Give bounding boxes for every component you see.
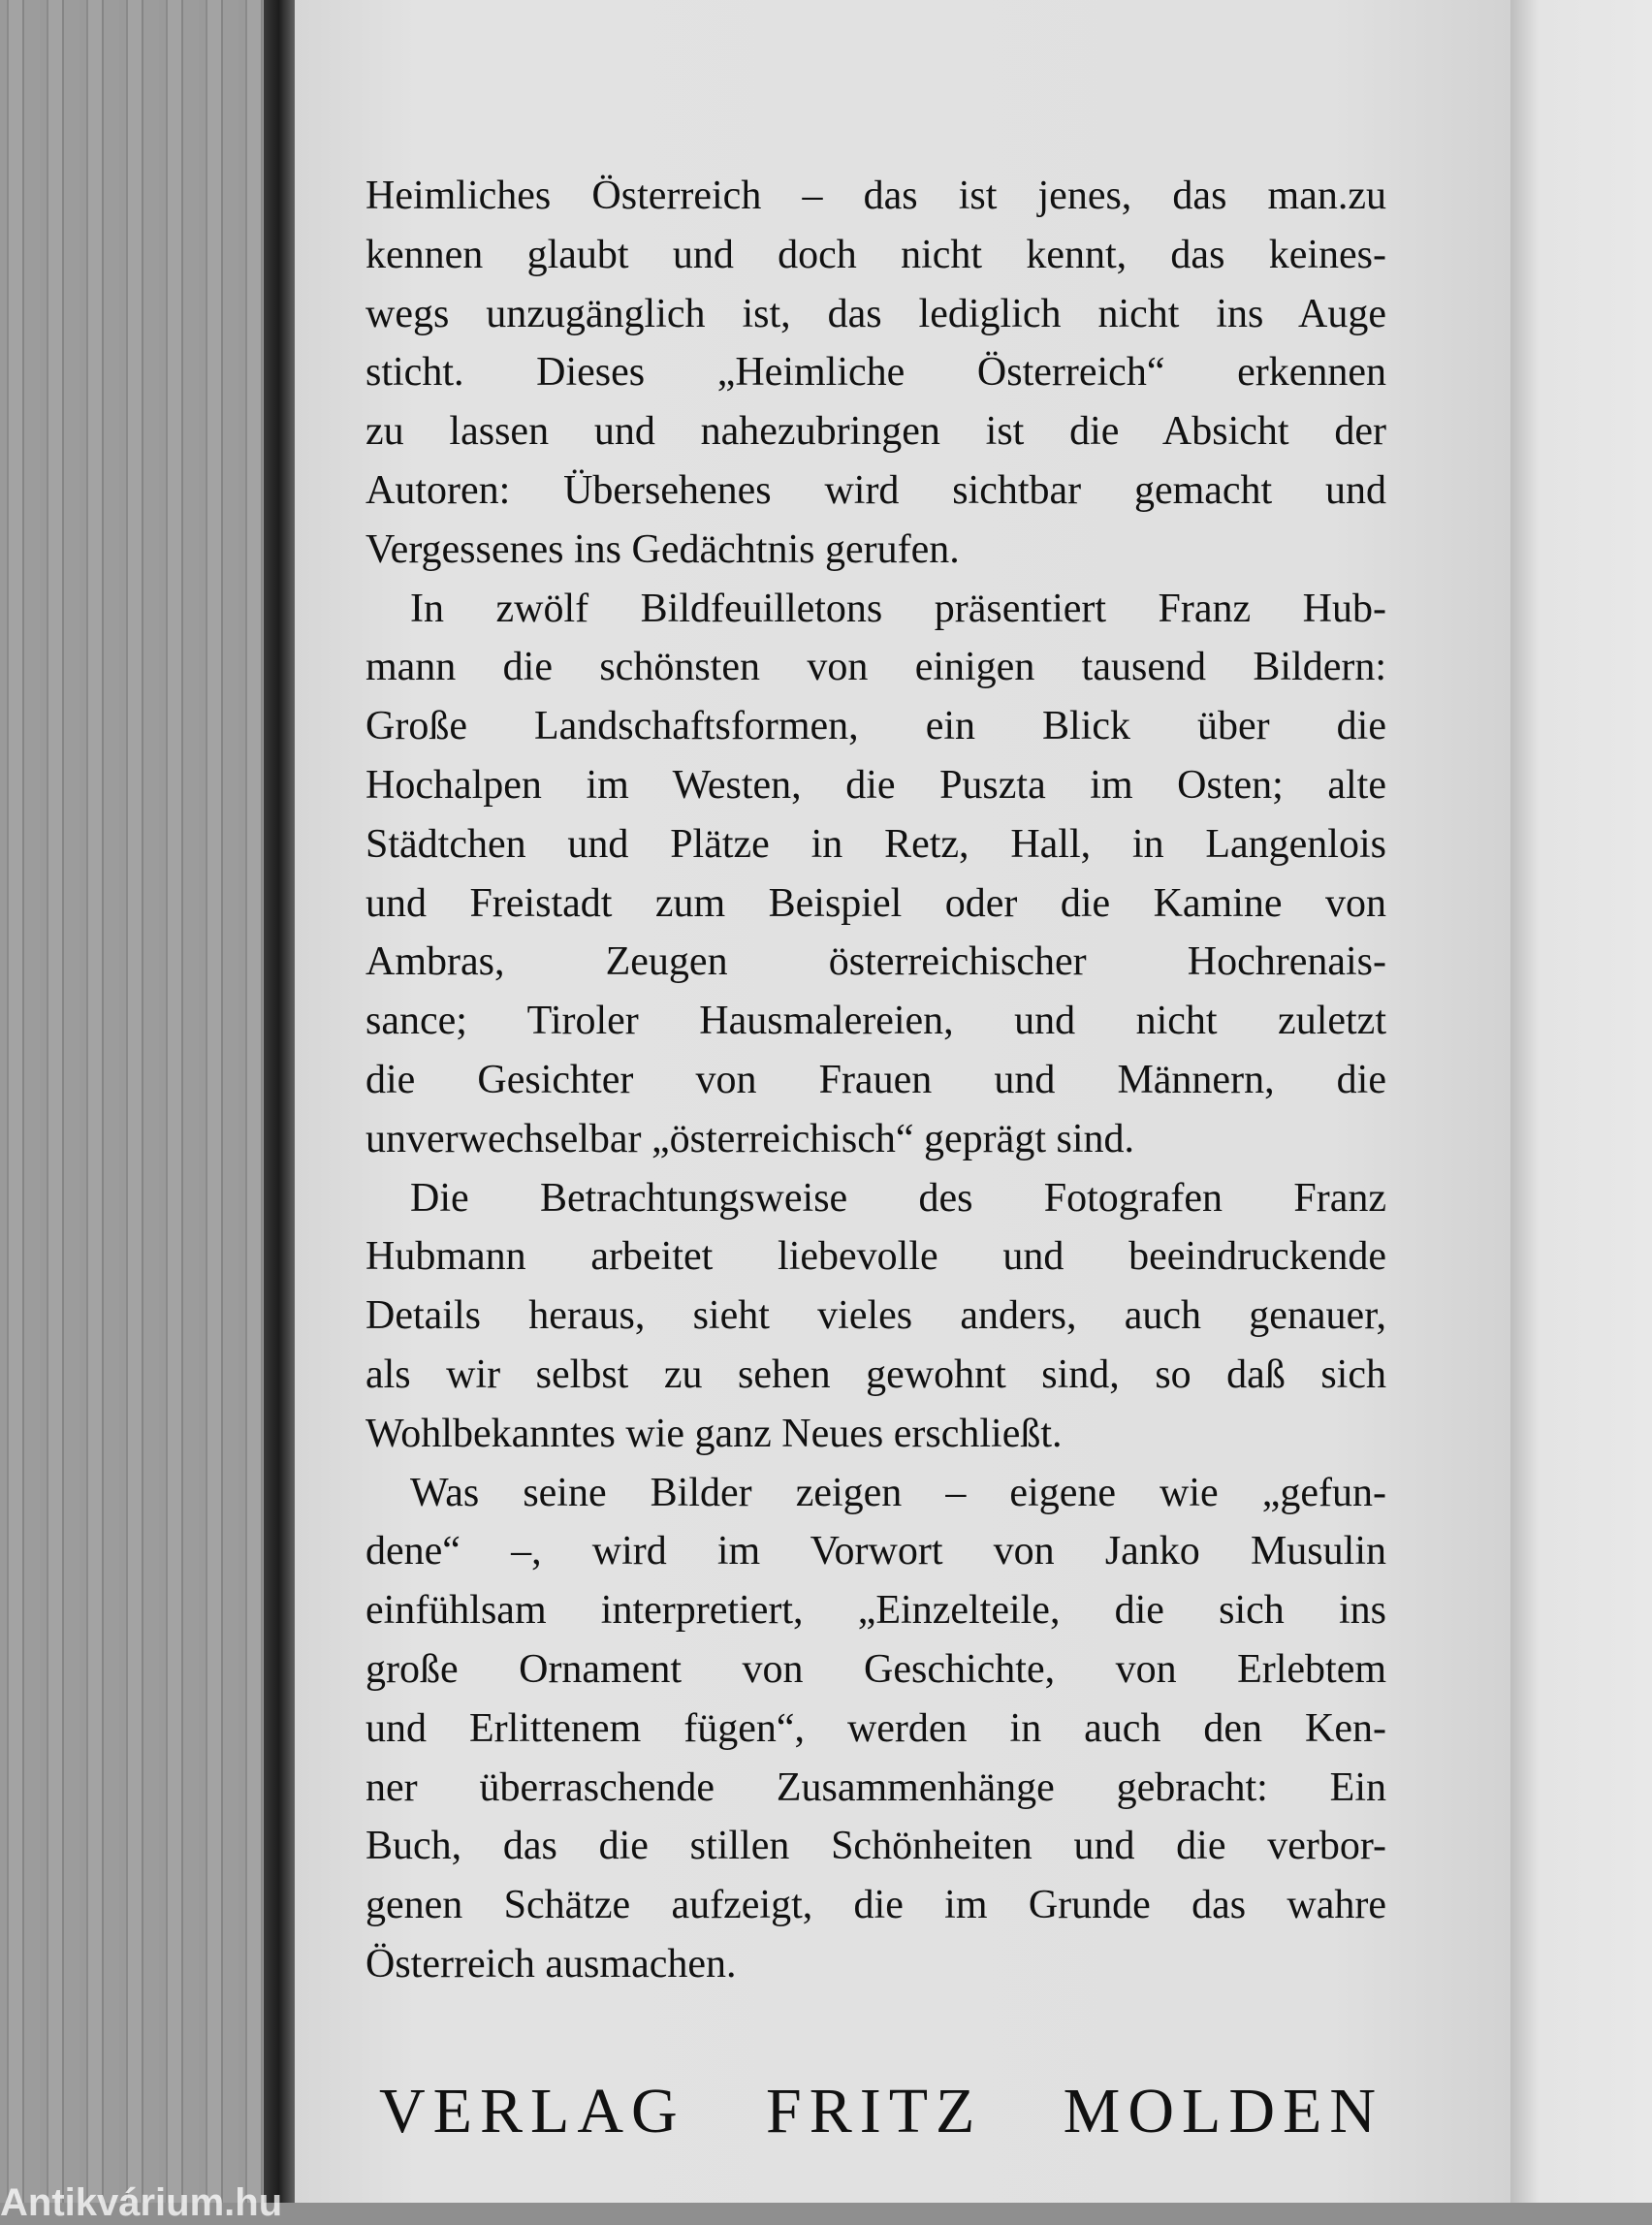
text-line: zu lassen und nahezubringen ist die Absicht der: [365, 409, 1386, 455]
text-line: Österreich ausmachen.: [365, 1941, 737, 1987]
text-line: Details heraus, sieht vieles anders, auch genauer,: [365, 1293, 1386, 1339]
text-line: und Freistadt zum Beispiel oder die Kamine von: [365, 880, 1386, 926]
publisher-name: VERLAG FRITZ MOLDEN: [379, 2076, 1383, 2146]
text-line: Heimliches Österreich – das ist jenes, das man.zu: [365, 174, 1386, 218]
text-line: Wohlbekanntes wie ganz Neues erschließt.: [365, 1411, 1063, 1456]
text-line: Städtchen und Plätze in Retz, Hall, in Langenlois: [365, 821, 1386, 867]
book-spine-edge: [264, 0, 297, 2203]
text-line: einfühlsam interpretiert, „Einzelteile, die sich ins: [365, 1588, 1386, 1634]
text-line: Was seine Bilder zeigen – eigene wie „gefun-: [410, 1470, 1386, 1515]
text-line: als wir selbst zu sehen gewohnt sind, so daß sich: [365, 1351, 1386, 1397]
text-line: Die Betrachtungsweise des Fotografen Franz: [410, 1175, 1386, 1221]
text-line: wegs unzugänglich ist, das lediglich nicht ins Auge: [365, 291, 1386, 336]
text-line: Hochalpen im Westen, die Puszta im Osten; alte: [365, 762, 1386, 808]
watermark: Antikvárium.hu: [0, 2181, 283, 2224]
text-line: sance; Tiroler Hausmalereien, und nicht zuletzt: [365, 999, 1386, 1044]
text-line: große Ornament von Geschichte, von Erlebtem: [365, 1646, 1386, 1692]
text-line: mann die schönsten von einigen tausend Bildern:: [365, 645, 1386, 690]
paragraph: [365, 167, 1386, 580]
text-line: ner überraschende Zusammenhänge gebracht: Ein: [365, 1764, 1386, 1810]
text-line: In zwölf Bildfeuilletons präsentiert Franz Hub-: [410, 586, 1386, 631]
text-line: und Erlittenem fügen“, werden in auch den Ken-: [365, 1705, 1386, 1751]
wooden-background: [0, 0, 271, 2203]
paragraph: [365, 580, 1386, 1169]
text-line: Hubmann arbeitet liebevolle und beeindruckende: [365, 1234, 1386, 1280]
text-line: genen Schätze aufzeigt, die im Grunde das wahre: [365, 1883, 1386, 1928]
text-line: Große Landschaftsformen, ein Blick über die: [365, 704, 1386, 749]
paragraph: [365, 1169, 1386, 1464]
text-line: unverwechselbar „österreichisch“ geprägt sind.: [365, 1116, 1134, 1161]
text-line: Vergessenes ins Gedächtnis gerufen.: [365, 526, 960, 572]
book-cover-edge: [1510, 0, 1652, 2203]
paragraph: [365, 1464, 1386, 1994]
blurb-text: [365, 167, 1386, 1994]
text-line: die Gesichter von Frauen und Männern, die: [365, 1057, 1386, 1102]
text-line: Autoren: Übersehenes wird sichtbar gemacht und: [365, 467, 1386, 513]
text-line: Buch, das die stillen Schönheiten und die verbor-: [365, 1824, 1386, 1869]
text-line: Ambras, Zeugen österreichischer Hochrenais-: [365, 939, 1386, 985]
text-line: kennen glaubt und doch nicht kennt, das keines-: [365, 232, 1386, 277]
text-line: dene“ –, wird im Vorwort von Janko Musulin: [365, 1529, 1386, 1574]
text-line: sticht. Dieses „Heimliche Österreich“ erkennen: [365, 350, 1386, 396]
